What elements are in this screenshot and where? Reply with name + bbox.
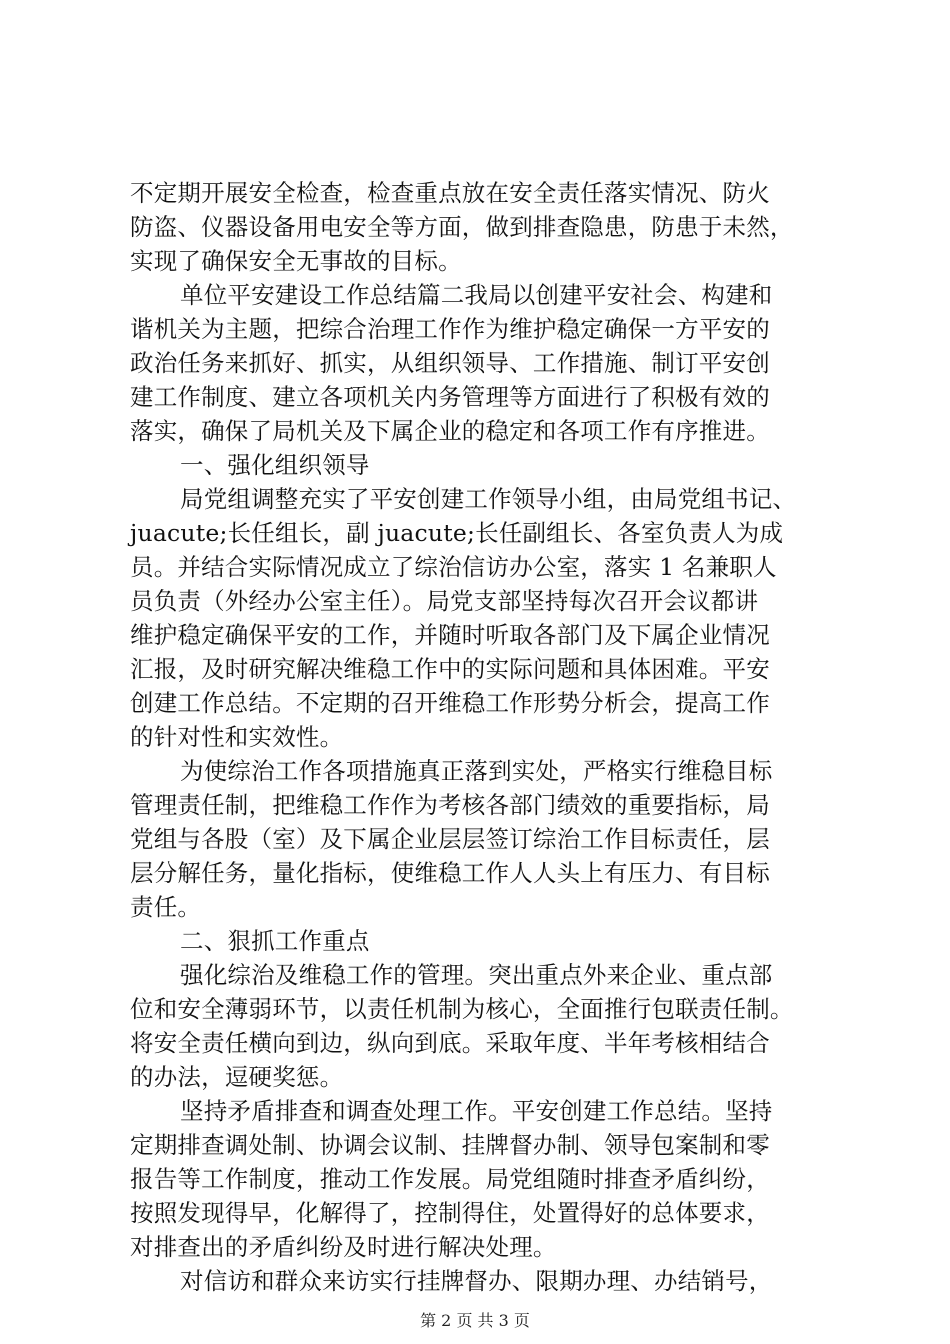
body-line: 将安全责任横向到边，纵向到底。采取年度、半年考核相结合 bbox=[130, 1029, 770, 1057]
body-line: 责任。 bbox=[130, 893, 202, 921]
body-line: 不定期开展安全检查，检查重点放在安全责任落实情况、防火 bbox=[130, 179, 770, 207]
body-line: 员。并结合实际情况成立了综治信访办公室，落实 1 名兼职人 bbox=[130, 553, 777, 581]
body-line: 党组与各股（室）及下属企业层层签订综治工作目标责任，层 bbox=[130, 825, 770, 853]
body-line: 谐机关为主题，把综合治理工作作为维护稳定确保一方平安的 bbox=[130, 315, 770, 343]
paragraph-start-line: 强化综治及维稳工作的管理。突出重点外来企业、重点部 bbox=[180, 961, 773, 989]
page-footer: 第 2 页 共 3 页 bbox=[420, 1311, 530, 1330]
body-line: 建工作制度、建立各项机关内务管理等方面进行了积极有效的 bbox=[130, 383, 770, 411]
body-line: 实现了确保安全无事故的目标。 bbox=[130, 247, 462, 275]
paragraph-start-line: 坚持矛盾排查和调查处理工作。平安创建工作总结。坚持 bbox=[180, 1097, 773, 1125]
body-line: 维护稳定确保平安的工作，并随时听取各部门及下属企业情况 bbox=[130, 621, 770, 649]
body-line: 层分解任务，量化指标，使维稳工作人人头上有压力、有目标 bbox=[130, 859, 770, 887]
body-line: 政治任务来抓好、抓实，从组织领导、工作措施、制订平安创 bbox=[130, 349, 770, 377]
body-line: 按照发现得早，化解得了，控制得住，处置得好的总体要求， bbox=[130, 1199, 770, 1227]
body-line: 管理责任制，把维稳工作作为考核各部门绩效的重要指标，局 bbox=[130, 791, 770, 819]
body-line: juacute;长任组长，副 juacute;长任副组长、各室负责人为成 bbox=[130, 519, 784, 547]
paragraph-start-line: 局党组调整充实了平安创建工作领导小组，由局党组书记、 bbox=[180, 485, 797, 513]
section-heading: 二、狠抓工作重点 bbox=[180, 927, 370, 955]
body-line: 报告等工作制度，推动工作发展。局党组随时排查矛盾纠纷， bbox=[130, 1165, 770, 1193]
body-line: 位和安全薄弱环节，以责任机制为核心，全面推行包联责任制。 bbox=[130, 995, 794, 1023]
body-line: 定期排查调处制、协调会议制、挂牌督办制、领导包案制和零 bbox=[130, 1131, 770, 1159]
body-line: 落实，确保了局机关及下属企业的稳定和各项工作有序推进。 bbox=[130, 417, 770, 445]
body-line: 汇报，及时研究解决维稳工作中的实际问题和具体困难。平安 bbox=[130, 655, 770, 683]
body-line: 的办法，逗硬奖惩。 bbox=[130, 1063, 344, 1091]
body-line: 防盗、仪器设备用电安全等方面，做到排查隐患，防患于未然， bbox=[130, 213, 794, 241]
section-heading: 一、强化组织领导 bbox=[180, 451, 370, 479]
body-line: 的针对性和实效性。 bbox=[130, 723, 344, 751]
body-line: 对排查出的矛盾纠纷及时进行解决处理。 bbox=[130, 1233, 557, 1261]
paragraph-start-line: 对信访和群众来访实行挂牌督办、限期办理、办结销号， bbox=[180, 1267, 773, 1295]
paragraph-start-line: 单位平安建设工作总结篇二我局以创建平安社会、构建和 bbox=[180, 281, 773, 309]
paragraph-start-line: 为使综治工作各项措施真正落到实处，严格实行维稳目标 bbox=[180, 757, 773, 785]
body-line: 创建工作总结。不定期的召开维稳工作形势分析会，提高工作 bbox=[130, 689, 770, 717]
body-line: 员负责（外经办公室主任）。局党支部坚持每次召开会议都讲 bbox=[130, 587, 759, 615]
